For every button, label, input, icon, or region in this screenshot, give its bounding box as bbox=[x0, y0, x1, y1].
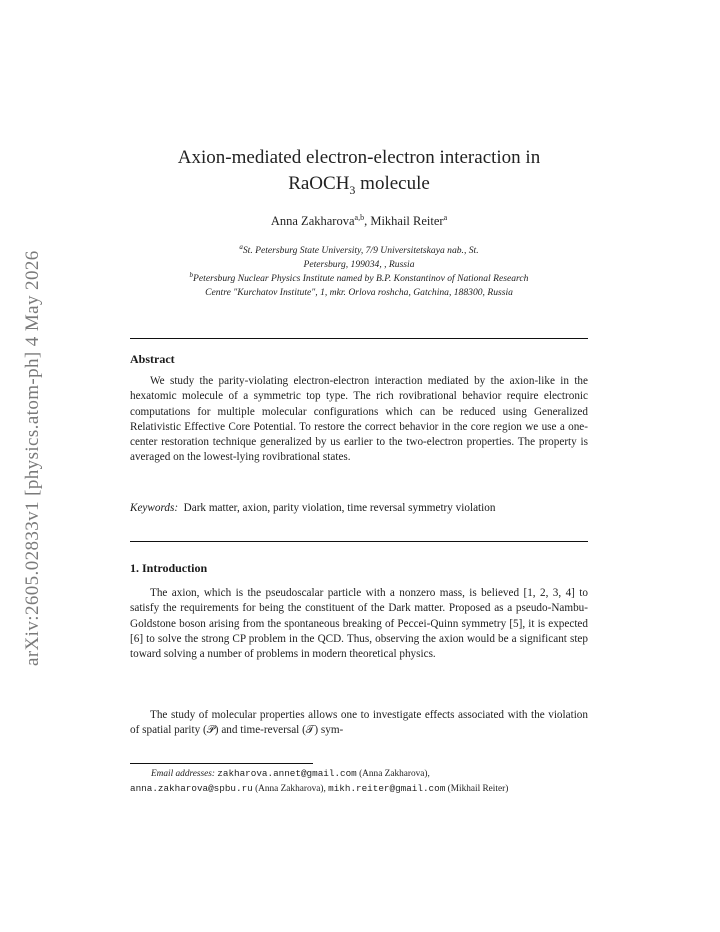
email-link[interactable]: anna.zakharova@spbu.ru bbox=[130, 782, 253, 794]
keywords-text: Dark matter, axion, parity violation, time reversal symmetry violation bbox=[183, 502, 496, 514]
keywords-label: Keywords: bbox=[130, 502, 179, 514]
footnote-rule bbox=[130, 763, 313, 764]
author-list: Anna Zakharova$^{a,b}$, Mikhail Reiter$^a$ bbox=[270, 213, 448, 229]
email-link[interactable]: zakharova.annet@gmail.com bbox=[217, 768, 357, 779]
abstract-bottom-rule bbox=[130, 541, 588, 542]
abstract-heading: Abstract bbox=[130, 352, 175, 366]
author-name: Anna Zakharova bbox=[270, 214, 355, 229]
email-link[interactable]: mikh.reiter@gmail.com bbox=[328, 782, 446, 794]
author-name: Mikhail Reiter bbox=[370, 214, 444, 229]
footnote-emails: Email addresses: zakharova.annet@gmail.com (Anna Zakharova), anna.zakharova@spbu.ru (Anna Zakharova), mikh.reiter@gmail.com (Mikhail Reiter) bbox=[130, 768, 509, 794]
paper-title bbox=[130, 145, 588, 203]
arxiv-sidebar-stamp bbox=[22, 210, 44, 666]
affiliation-b: $^b$Petersburg Nuclear Physics Institute named by B.P. Konstantinov of National Research Centre "Kurchatov Institute", 1, mkr. Orlova roshcha, Gatchina, 188300, Russia bbox=[189, 271, 529, 298]
title-line-2: RaOCH$_3$ molecule bbox=[288, 173, 430, 197]
author-affil-mark: a,b bbox=[354, 213, 365, 222]
intro-paragraph-2: The study of molecular properties allows one to investigate effects associated with the violation of spatial parity (𝒫) and time-reversal (𝒯) sym- bbox=[130, 709, 588, 737]
intro-paragraph-1: The axion, which is the pseudoscalar particle with a nonzero mass, is believed [1, 2, 3, 4] to satisfy the requirements for being the constituent of the Dark matter. Proposed as a pseudo-Nambu-Goldstone boson arising from the spontaneous breaking of Peccei-Quinn symmetry [5], it is expected [6] to solve the strong CP problem in the QCD. Thus, observing the axion would be a significant step toward solving a number of problems in modern theoretical physics. bbox=[130, 587, 588, 661]
affiliation-a: $^a$St. Petersburg State University, 7/9 Universitetskaya nab., St. Petersburg, 199034, , Russia bbox=[239, 243, 479, 270]
title-line-1: Axion-mediated electron-electron interaction in bbox=[177, 147, 541, 168]
abstract-body: We study the parity-violating electron-electron interaction mediated by the axion-like in the hexatomic molecule of a symmetric top type. The rich rovibrational behavior require electronic computations for multiple molecular configurations which can be reduced using Generalized Relativistic Effective Core Potential. To restore the correct behavior in the core region we use a one-center restoration technique generalized by us earlier to the two-electron properties. The property is averaged on the lowest-lying rovibrational states. bbox=[130, 375, 588, 464]
keywords bbox=[130, 501, 588, 516]
email-label: Email addresses: bbox=[151, 769, 215, 779]
author-affil-mark: a bbox=[443, 213, 448, 222]
arxiv-identifier: arXiv:2605.02833v1 [physics.atom-ph] 4 May 2026 bbox=[22, 250, 43, 666]
abstract-top-rule bbox=[130, 338, 588, 339]
section-heading: 1. Introduction bbox=[130, 561, 208, 575]
